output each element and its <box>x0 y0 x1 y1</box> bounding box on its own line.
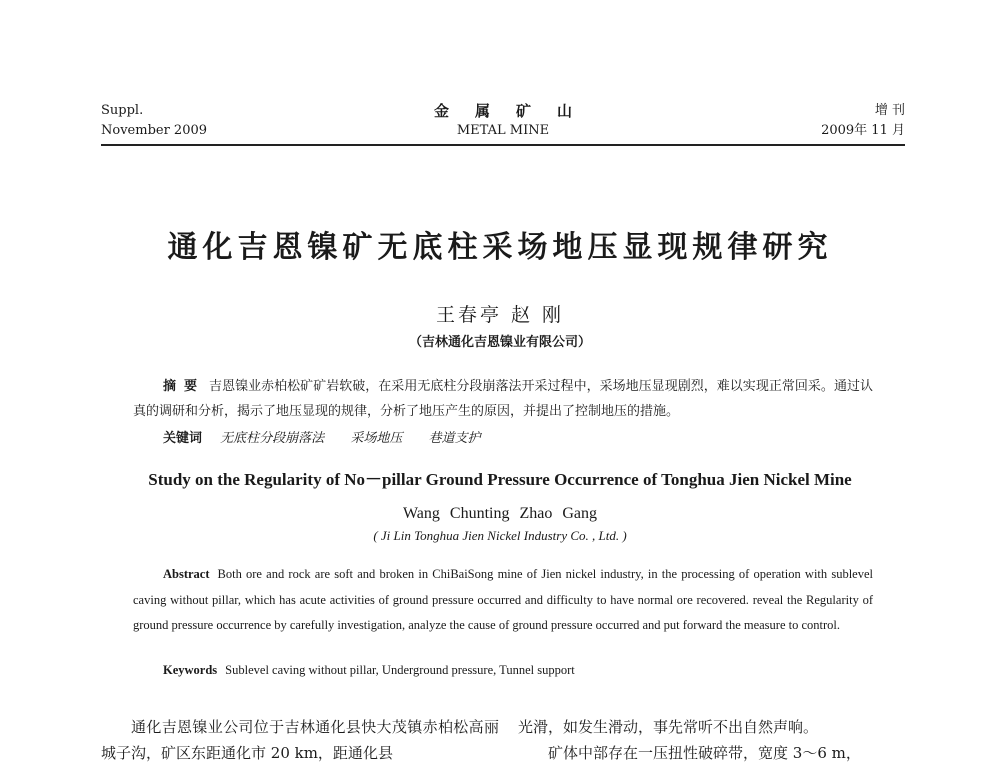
paper-title-cn: 通化吉恩镍矿无底柱采场地压显现规律研究 <box>167 230 833 265</box>
header-date-cn: 2009年 11 月 <box>821 123 905 138</box>
abstract-cn <box>133 374 873 424</box>
keyword-cn-item: 采场地压 <box>350 431 403 446</box>
header-supplement-cn: 增 刊 <box>874 103 905 118</box>
paper-title-en: Study on the Regularity of No－pillar Ground Pressure Occurrence of Tonghua Jien Nickel Mine <box>148 470 852 489</box>
body-column-left <box>101 714 499 766</box>
keyword-cn-item: 巷道支护 <box>428 431 481 446</box>
running-header <box>101 101 905 147</box>
body-paragraph: 通化吉恩镍业公司位于吉林通化县快大茂镇赤柏松高丽城子沟，矿区东距通化市 20 km，距通化县 <box>101 718 499 762</box>
header-right <box>821 101 905 141</box>
abstract-en-label: Abstract <box>163 567 210 581</box>
abstract-en <box>133 562 873 639</box>
abstract-en-text: Both ore and rock are soft and broken in ChiBaiSong mine of Jien nickel industry, in the processing of operation with sublevel caving without pillar, which has acute activities of ground pressure occurred and difficulty to have normal ore recovered. reveal the Regularity of ground pressure occurrence by carefully investigation, analyze the cause of ground pressure occurred and put forward the measure to control. <box>133 567 873 632</box>
journal-name-cn: 金属矿山 <box>433 102 598 120</box>
keywords-en-label: Keywords <box>163 663 218 677</box>
keywords-cn-label: 关键词 <box>163 431 203 446</box>
header-center <box>101 101 905 141</box>
authors-cn: 王春亭 赵 刚 <box>435 304 565 326</box>
body-paragraph: 矿体中部存在一压扭性破碎带，宽度 3～6 m， <box>548 744 861 762</box>
keywords-cn <box>163 427 502 446</box>
header-suppl: Suppl. <box>101 103 144 118</box>
keywords-en-text: Sublevel caving without pillar, Underground pressure, Tunnel support <box>225 663 575 677</box>
affiliation-cn: （吉林通化吉恩镍业有限公司） <box>408 335 591 350</box>
header-date-en: November 2009 <box>101 123 208 138</box>
body-paragraph: 光滑，如发生滑动，事先常听不出自然声响。 <box>518 718 819 736</box>
abstract-cn-text: 吉恩镍业赤柏松矿矿岩软破，在采用无底柱分段崩落法开采过程中，采场地压显现剧烈，难以实现正常回采。通过认真的调研和分析，揭示了地压显现的规律，分析了地压产生的原因，并提出了控制地压的措施。 <box>133 379 873 419</box>
journal-name-en: METAL MINE <box>456 123 550 138</box>
body-column-right <box>518 714 908 766</box>
keywords-en <box>163 663 575 678</box>
header-rule <box>101 144 905 146</box>
affiliation-en: ( Ji Lin Tonghua Jien Nickel Industry Co. , Ltd. ) <box>373 528 627 543</box>
abstract-cn-label: 摘要 <box>163 379 206 394</box>
authors-en: Wang Chunting Zhao Gang <box>402 505 597 522</box>
keyword-cn-item: 无底柱分段崩落法 <box>220 431 325 446</box>
